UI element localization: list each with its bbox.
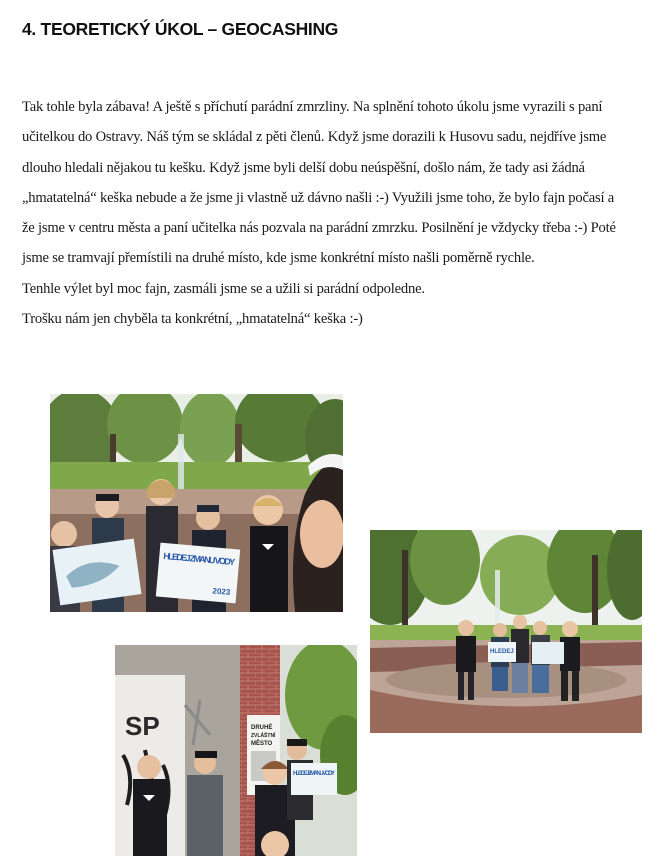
sign-text: HLEDEJ ZMANU VODY <box>293 771 335 777</box>
sign-year: 2023 <box>212 586 231 597</box>
section-heading: 4. TEORETICKÝ ÚKOL – GEOCASHING <box>22 19 339 39</box>
paragraph-line: že jsme v centru města a paní učitelka nás pozvala na parádní zmrzku. Posilnění je vždycky třeba :-) Poté <box>22 220 616 237</box>
graffiti-text: SP <box>125 711 160 741</box>
poster-line-3: MĚSTO <box>251 741 273 747</box>
paragraph-line: dlouho hledali nějakou tu kešku. Když jsme byli delší dobu neúspěšní, došlo nám, že tady asi žádná <box>22 159 585 176</box>
paragraph-line: Tak tohle byla zábava! A ještě s příchutí parádní zmrzliny. Na splnění tohoto úkolu jsme vyrazili s paní <box>22 99 603 115</box>
paragraph-line: učitelkou do Ostravy. Náš tým se skládal z pěti členů. Když jsme dorazili k Husovu sadu, nejdříve jsme <box>22 129 607 146</box>
paragraph-line: jsme se tramvají přemístili na druhé místo, kde jsme konkrétní místo našli poměrně rychle. <box>22 250 535 267</box>
photo-group-park-fountain <box>370 530 642 733</box>
paragraph-line: Tenhle výlet byl moc fajn, zasmáli jsme se a užili si parádní odpoledne. <box>22 280 425 297</box>
sign-text: HLEDEJ ZMANU VODY <box>162 550 236 568</box>
poster-line-2: ZVLÁŠTNÍ <box>251 733 276 739</box>
photo-group-graffiti-wall <box>115 645 357 856</box>
article-body <box>22 92 658 334</box>
paragraph-line: Trošku nám jen chyběla ta konkrétní, „hmatatelná“ keška :-) <box>22 311 363 328</box>
sign-text: HLEDEJ <box>490 649 514 655</box>
poster-line-1: DRUHÉ <box>251 725 273 731</box>
photo-group-fountain-selfie <box>50 394 343 612</box>
paragraph-line: „hmatatelná“ keška nebude a že jsme ji vlastně už dávno našli :-) Využili jsme toho, že bylo fajn počasí a <box>22 189 615 206</box>
